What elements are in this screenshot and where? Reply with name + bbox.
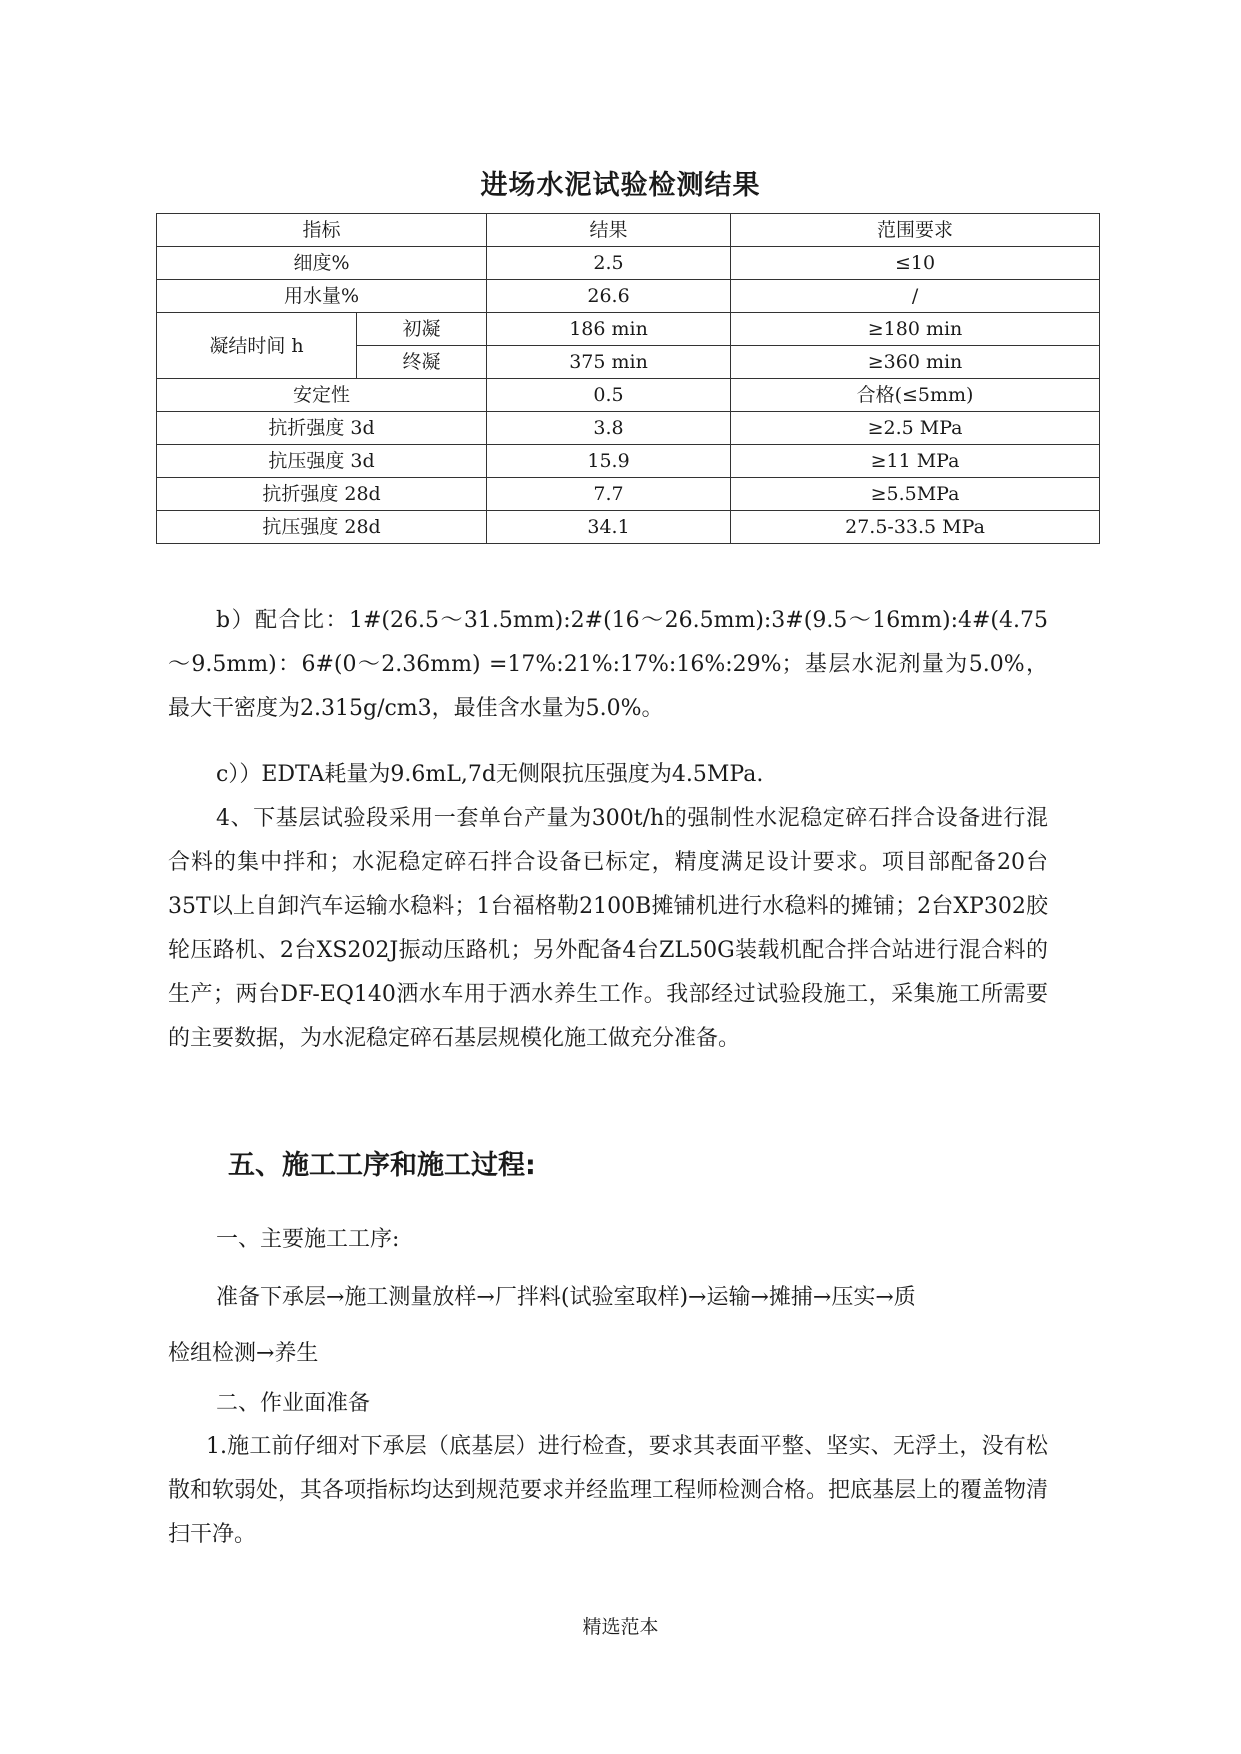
page-title: 进场水泥试验检测结果 xyxy=(480,170,761,201)
row-label: 抗折强度 28d xyxy=(157,478,487,511)
row-range: ≥180 min xyxy=(731,313,1100,346)
row-range: ≥360 min xyxy=(731,346,1100,379)
mix-ratio-text: b）配合比：1#(26.5～31.5mm):2#(16～26.5mm):3#(9.5～16mm):4#(4.75～9.5mm)：6#(0～2.36mm) =17%:21%:17%:16%:29%；基层水泥剂量为5.0%，最大干密度为2.315g/cm3，最佳含水量为5.0%。 xyxy=(168,608,1048,721)
table-row xyxy=(157,313,1100,346)
section-heading: 五、施工工序和施工过程: xyxy=(228,1150,536,1181)
row-group-label: 凝结时间 h xyxy=(157,313,357,379)
header-range: 范围要求 xyxy=(731,214,1100,247)
sub-heading-process: 一、主要施工工序: xyxy=(216,1227,400,1252)
row-range: ≤10 xyxy=(731,247,1100,280)
row-range: ≥11 MPa xyxy=(731,445,1100,478)
row-range: ≥2.5 MPa xyxy=(731,412,1100,445)
sub-heading-preparation: 二、作业面准备 xyxy=(216,1391,371,1416)
table-row xyxy=(157,379,1100,412)
row-label: 细度% xyxy=(157,247,487,280)
table-row xyxy=(157,412,1100,445)
table-header-row xyxy=(157,214,1100,247)
row-range: ≥5.5MPa xyxy=(731,478,1100,511)
row-range: / xyxy=(731,280,1100,313)
edta-paragraph xyxy=(168,753,1048,797)
equipment-paragraph xyxy=(168,797,1048,1061)
edta-text: c））EDTA耗量为9.6mL,7d无侧限抗压强度为4.5MPa. xyxy=(216,762,764,787)
preparation-text: 1.施工前仔细对下承层（底基层）进行检查，要求其表面平整、坚实、无浮土，没有松散和软弱处，其各项指标均达到规范要求并经监理工程师检测合格。把底基层上的覆盖物清扫干净。 xyxy=(168,1434,1049,1547)
row-result: 375 min xyxy=(487,346,731,379)
row-sub-label: 初凝 xyxy=(357,313,487,346)
row-range: 27.5-33.5 MPa xyxy=(731,511,1100,544)
row-result: 34.1 xyxy=(487,511,731,544)
row-result: 2.5 xyxy=(487,247,731,280)
table-row xyxy=(157,247,1100,280)
table-row xyxy=(157,445,1100,478)
mix-ratio-paragraph xyxy=(168,599,1048,731)
header-indicator: 指标 xyxy=(157,214,487,247)
row-label: 抗压强度 3d xyxy=(157,445,487,478)
results-table xyxy=(156,213,1100,544)
row-result: 15.9 xyxy=(487,445,731,478)
table-row xyxy=(157,511,1100,544)
row-result: 0.5 xyxy=(487,379,731,412)
header-result: 结果 xyxy=(487,214,731,247)
row-result: 3.8 xyxy=(487,412,731,445)
row-result: 7.7 xyxy=(487,478,731,511)
process-flow-line-2: 检组检测→养生 xyxy=(168,1341,319,1366)
row-label: 抗压强度 28d xyxy=(157,511,487,544)
row-label: 安定性 xyxy=(157,379,487,412)
process-flow-line-1: 准备下承层→施工测量放样→厂拌料(试验室取样)→运输→摊捕→压实→质 xyxy=(216,1285,916,1310)
row-label: 抗折强度 3d xyxy=(157,412,487,445)
preparation-paragraph xyxy=(168,1425,1048,1557)
equipment-text: 4、下基层试验段采用一套单台产量为300t/h的强制性水泥稳定碎石拌合设备进行混合料的集中拌和；水泥稳定碎石拌合设备已标定，精度满足设计要求。项目部配备20台35T以上自卸汽车运输水稳料；1台福格勒2100B摊铺机进行水稳料的摊铺；2台XP302胶轮压路机、2台XS202J振动压路机；另外配备4台ZL50G装载机配合拌合站进行混合料的生产；两台DF-EQ140洒水车用于洒水养生工作。我部经过试验段施工，采集施工所需要的主要数据，为水泥稳定碎石基层规模化施工做充分准备。 xyxy=(168,806,1048,1051)
table-row xyxy=(157,478,1100,511)
row-sub-label: 终凝 xyxy=(357,346,487,379)
row-label: 用水量% xyxy=(157,280,487,313)
page-footer: 精选范本 xyxy=(582,1616,659,1638)
row-result: 186 min xyxy=(487,313,731,346)
row-range: 合格(≤5mm) xyxy=(731,379,1100,412)
table-row xyxy=(157,280,1100,313)
row-result: 26.6 xyxy=(487,280,731,313)
